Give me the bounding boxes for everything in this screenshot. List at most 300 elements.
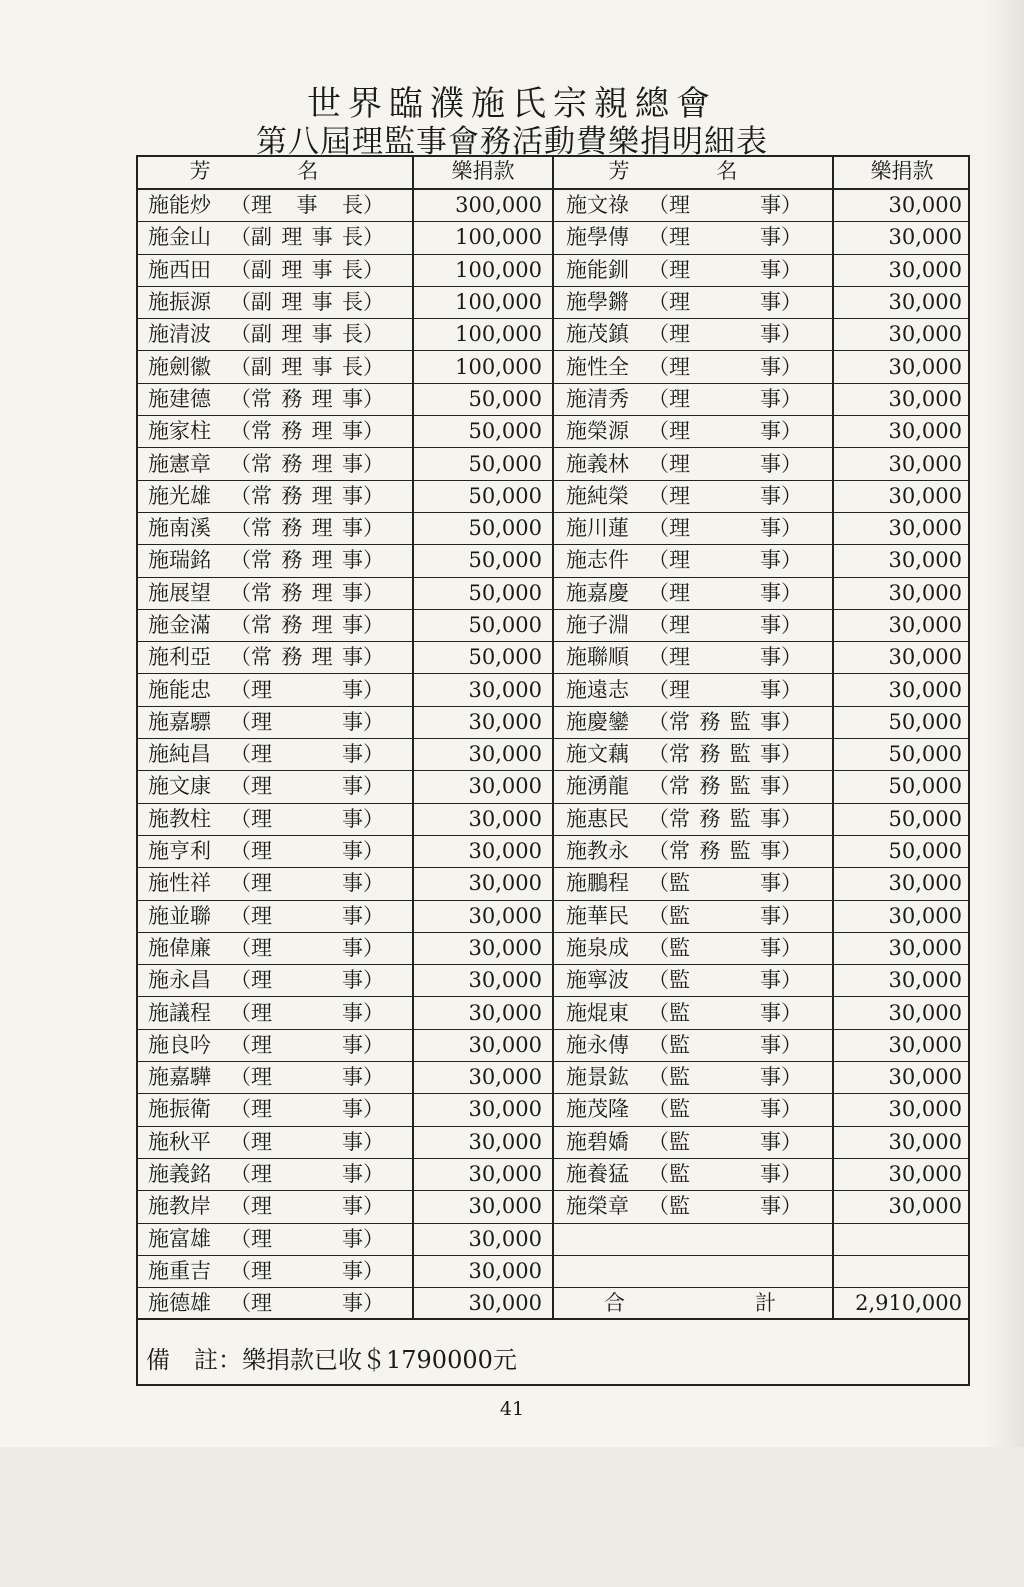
paren-close: ）	[781, 516, 802, 541]
paren-open: （	[648, 1000, 669, 1025]
left-name-cell	[136, 932, 413, 964]
paren-open: （	[230, 516, 251, 541]
table-row	[136, 835, 970, 867]
paren-close: ）	[363, 968, 384, 993]
paren-close: ）	[363, 483, 384, 508]
donor-name: 施偉廉	[148, 935, 211, 960]
donor-role: 理 事 長	[251, 193, 363, 218]
paren-open: （	[230, 290, 251, 315]
donor-role: 常務監事	[669, 742, 781, 767]
paren-open: （	[648, 806, 669, 831]
paren-close: ）	[781, 386, 802, 411]
paren-open: （	[230, 806, 251, 831]
donor-name: 施振源	[148, 290, 211, 315]
paren-open: （	[230, 935, 251, 960]
left-amount-cell: 30,000	[413, 1094, 553, 1126]
left-amount-cell: 50,000	[413, 609, 553, 641]
table-row	[136, 965, 970, 997]
left-name-cell	[136, 771, 413, 803]
donor-role: 副理事長	[251, 225, 363, 250]
donor-role: 理 事	[669, 257, 781, 282]
paren-open: （	[230, 483, 251, 508]
donor-role: 理 事	[669, 548, 781, 573]
right-name-cell	[553, 416, 833, 448]
paren-close: ）	[363, 257, 384, 282]
donor-name: 施劍徽	[148, 354, 211, 379]
donor-role: 常務理事	[251, 548, 363, 573]
donor-role: 常務監事	[669, 839, 781, 864]
paren-open: （	[230, 1226, 251, 1251]
right-amount-cell: 30,000	[833, 512, 970, 544]
paren-close: ）	[363, 1032, 384, 1057]
right-name-cell	[553, 1255, 833, 1287]
paren-close: ）	[363, 1097, 384, 1122]
right-name-cell	[553, 480, 833, 512]
left-amount-cell: 30,000	[413, 771, 553, 803]
paren-close: ）	[781, 548, 802, 573]
donor-role: 理 事	[669, 613, 781, 637]
total-label-cell	[553, 1288, 833, 1320]
paren-close: ）	[781, 419, 802, 444]
paren-close: ）	[363, 1162, 384, 1187]
table-row	[136, 1126, 970, 1158]
right-name-cell	[553, 642, 833, 674]
right-name-cell	[553, 706, 833, 738]
donor-role: 理 事	[669, 225, 781, 250]
paren-open: （	[648, 613, 669, 637]
remark-note: 備 註：樂捐款已收＄1790000元	[146, 1346, 517, 1375]
donor-role: 監 事	[669, 1000, 781, 1025]
right-name-cell	[553, 1223, 833, 1255]
left-amount-cell: 100,000	[413, 351, 553, 383]
donor-name: 施能炒	[148, 193, 211, 218]
right-name-cell	[553, 739, 833, 771]
donor-name: 施南溪	[148, 516, 211, 541]
table-row	[136, 868, 970, 900]
paren-open: （	[648, 257, 669, 282]
left-amount-cell: 50,000	[413, 448, 553, 480]
donor-name: 施湧龍	[566, 774, 629, 799]
donor-name: 施並聯	[148, 903, 211, 928]
right-name-cell	[553, 835, 833, 867]
left-name-cell	[136, 609, 413, 641]
donor-role: 副理事長	[251, 257, 363, 282]
paren-close: ）	[363, 225, 384, 250]
right-name-cell	[553, 222, 833, 254]
left-amount-cell: 100,000	[413, 319, 553, 351]
paren-close: ）	[781, 968, 802, 993]
left-amount-cell: 30,000	[413, 1062, 553, 1094]
donor-role: 副理事長	[251, 290, 363, 315]
paren-close: ）	[363, 451, 384, 476]
donor-role: 理 事	[669, 354, 781, 379]
right-amount-cell: 50,000	[833, 739, 970, 771]
donor-role: 理 事	[669, 386, 781, 411]
left-amount-cell: 30,000	[413, 932, 553, 964]
left-name-cell	[136, 189, 413, 222]
donor-name: 施教岸	[148, 1194, 211, 1219]
paren-close: ）	[781, 290, 802, 315]
left-amount-cell: 50,000	[413, 545, 553, 577]
table-row	[136, 480, 970, 512]
donor-role: 理 事	[251, 935, 363, 960]
paren-open: （	[230, 1194, 251, 1219]
left-amount-cell: 30,000	[413, 868, 553, 900]
table-row	[136, 932, 970, 964]
donor-name: 施焜東	[566, 1000, 629, 1025]
paren-close: ）	[781, 257, 802, 282]
paren-close: ）	[781, 1162, 802, 1187]
paren-close: ）	[363, 613, 384, 637]
right-amount-cell: 30,000	[833, 1094, 970, 1126]
table-row	[136, 545, 970, 577]
donor-name: 施泉成	[566, 935, 629, 960]
left-amount-cell: 50,000	[413, 480, 553, 512]
right-name-cell	[553, 1094, 833, 1126]
paren-close: ）	[363, 1226, 384, 1251]
left-name-cell	[136, 383, 413, 415]
right-amount-cell: 50,000	[833, 771, 970, 803]
paren-close: ）	[781, 935, 802, 960]
paren-close: ）	[363, 1065, 384, 1090]
paren-open: （	[230, 257, 251, 282]
left-name-cell	[136, 480, 413, 512]
right-name-cell	[553, 319, 833, 351]
right-amount-cell	[833, 1223, 970, 1255]
paren-close: ）	[781, 451, 802, 476]
table-row	[136, 1255, 970, 1287]
table-row	[136, 771, 970, 803]
donor-role: 理 事	[251, 742, 363, 767]
right-name-cell	[553, 448, 833, 480]
left-amount-cell: 30,000	[413, 674, 553, 706]
paren-close: ）	[363, 903, 384, 928]
paren-open: （	[230, 645, 251, 670]
donor-role: 理 事	[251, 1032, 363, 1057]
donor-role: 理 事	[251, 1194, 363, 1219]
paren-open: （	[648, 451, 669, 476]
paren-open: （	[230, 742, 251, 767]
donor-name: 施純榮	[566, 483, 629, 508]
left-name-cell	[136, 1255, 413, 1287]
right-name-cell	[553, 1191, 833, 1223]
right-name-cell	[553, 351, 833, 383]
donor-role: 理 事	[669, 322, 781, 347]
donor-role: 監 事	[669, 1129, 781, 1154]
donor-name: 施茂鎮	[566, 322, 629, 347]
donor-role: 監 事	[669, 903, 781, 928]
donor-name: 施振衛	[148, 1097, 211, 1122]
left-name-cell	[136, 868, 413, 900]
left-amount-cell: 50,000	[413, 512, 553, 544]
right-amount-cell: 30,000	[833, 383, 970, 415]
donor-name: 施建德	[148, 386, 211, 411]
donor-role: 理 事	[251, 1162, 363, 1187]
document-subtitle: 第八屆理監事會務活動費樂捐明細表	[256, 124, 768, 160]
paren-close: ）	[781, 871, 802, 896]
left-name-cell	[136, 545, 413, 577]
donor-name: 施憲章	[148, 451, 211, 476]
paren-open: （	[230, 1129, 251, 1154]
paren-open: （	[230, 1097, 251, 1122]
paren-open: （	[648, 483, 669, 508]
right-name-cell	[553, 771, 833, 803]
left-amount-cell: 50,000	[413, 416, 553, 448]
donor-role: 理 事	[669, 193, 781, 218]
donor-role: 理 事	[251, 1291, 363, 1316]
table-row	[136, 222, 970, 254]
right-amount-cell: 30,000	[833, 545, 970, 577]
paren-open: （	[648, 225, 669, 250]
donor-name: 施慶鑾	[566, 709, 629, 734]
donor-role: 副理事長	[251, 322, 363, 347]
left-amount-cell: 30,000	[413, 965, 553, 997]
paren-open: （	[230, 613, 251, 637]
donor-role: 理 事	[251, 968, 363, 993]
right-name-cell	[553, 1126, 833, 1158]
left-name-cell	[136, 642, 413, 674]
table-row	[136, 642, 970, 674]
donor-name: 施金滿	[148, 613, 211, 637]
paren-open: （	[648, 322, 669, 347]
left-amount-cell: 30,000	[413, 1191, 553, 1223]
donor-role: 常務理事	[251, 613, 363, 637]
paren-open: （	[648, 839, 669, 864]
donor-name: 施純昌	[148, 742, 211, 767]
table-row	[136, 1062, 970, 1094]
donor-name: 施瑞銘	[148, 548, 211, 573]
paren-open: （	[230, 1032, 251, 1057]
right-amount-cell: 30,000	[833, 416, 970, 448]
donor-name: 施清秀	[566, 386, 629, 411]
right-name-cell	[553, 545, 833, 577]
donor-name: 施文祿	[566, 193, 629, 218]
table-row	[136, 1029, 970, 1061]
donor-role: 常務理事	[251, 483, 363, 508]
right-amount-cell: 30,000	[833, 642, 970, 674]
donor-name: 施清波	[148, 322, 211, 347]
donor-role: 監 事	[669, 1194, 781, 1219]
donor-role: 理 事	[251, 806, 363, 831]
right-name-cell	[553, 1062, 833, 1094]
table-row	[136, 1158, 970, 1190]
donor-name: 施養猛	[566, 1162, 629, 1187]
donor-name: 施鵬程	[566, 871, 629, 896]
paren-open: （	[230, 1000, 251, 1025]
donation-table	[136, 155, 970, 1320]
paren-open: （	[230, 1065, 251, 1090]
right-amount-cell: 30,000	[833, 932, 970, 964]
donor-role: 理 事	[251, 839, 363, 864]
right-amount-cell	[833, 1255, 970, 1287]
right-amount-cell: 30,000	[833, 448, 970, 480]
right-name-cell	[553, 512, 833, 544]
donor-name: 施西田	[148, 257, 211, 282]
paren-close: ）	[363, 1258, 384, 1283]
header-amount-left: 樂捐款	[413, 155, 553, 189]
donor-role: 常務理事	[251, 419, 363, 444]
donor-name: 施德雄	[148, 1291, 211, 1316]
left-amount-cell: 30,000	[413, 706, 553, 738]
donor-name: 施景鈜	[566, 1065, 629, 1090]
paren-open: （	[230, 871, 251, 896]
right-name-cell	[553, 900, 833, 932]
paren-open: （	[648, 548, 669, 573]
right-name-cell	[553, 674, 833, 706]
left-amount-cell: 30,000	[413, 997, 553, 1029]
donor-role: 常務監事	[669, 806, 781, 831]
donor-role: 理 事	[251, 1097, 363, 1122]
donor-name: 施展望	[148, 580, 211, 605]
right-amount-cell: 50,000	[833, 803, 970, 835]
header-name-left: 芳 名	[136, 155, 413, 189]
paren-close: ）	[363, 871, 384, 896]
donor-name: 施義林	[566, 451, 629, 476]
donor-name: 施教永	[566, 839, 629, 864]
paren-close: ）	[363, 1000, 384, 1025]
paren-open: （	[648, 709, 669, 734]
right-name-cell	[553, 932, 833, 964]
donor-role: 理 事	[669, 645, 781, 670]
total-amount: 2,910,000	[833, 1288, 970, 1320]
right-amount-cell: 30,000	[833, 1126, 970, 1158]
donor-role: 監 事	[669, 968, 781, 993]
left-name-cell	[136, 512, 413, 544]
donor-name: 施良吟	[148, 1032, 211, 1057]
paren-open: （	[230, 322, 251, 347]
right-name-cell	[553, 189, 833, 222]
left-name-cell	[136, 1062, 413, 1094]
paren-close: ）	[781, 677, 802, 702]
paren-open: （	[230, 709, 251, 734]
donor-name: 施光雄	[148, 483, 211, 508]
right-amount-cell: 30,000	[833, 286, 970, 318]
right-amount-cell: 30,000	[833, 480, 970, 512]
donor-role: 理 事	[251, 1129, 363, 1154]
donor-role: 監 事	[669, 871, 781, 896]
paren-open: （	[648, 193, 669, 218]
paren-close: ）	[363, 774, 384, 799]
paren-close: ）	[781, 1129, 802, 1154]
donor-role: 理 事	[251, 903, 363, 928]
left-name-cell	[136, 351, 413, 383]
left-name-cell	[136, 577, 413, 609]
paren-close: ）	[363, 1291, 384, 1316]
right-name-cell	[553, 803, 833, 835]
total-label-right: 計	[755, 1291, 776, 1316]
left-amount-cell: 30,000	[413, 1126, 553, 1158]
donor-role: 常務監事	[669, 709, 781, 734]
right-name-cell	[553, 609, 833, 641]
right-name-cell	[553, 1158, 833, 1190]
donor-name: 施學鏘	[566, 290, 629, 315]
donor-name: 施華民	[566, 903, 629, 928]
paren-open: （	[648, 516, 669, 541]
paren-close: ）	[781, 645, 802, 670]
table-row	[136, 739, 970, 771]
right-name-cell	[553, 1029, 833, 1061]
table-row	[136, 674, 970, 706]
page-edge-shadow	[984, 0, 1024, 1447]
donor-role: 理 事	[669, 483, 781, 508]
right-amount-cell: 30,000	[833, 868, 970, 900]
paren-close: ）	[781, 806, 802, 831]
paren-close: ）	[363, 580, 384, 605]
donor-name: 施義銘	[148, 1162, 211, 1187]
left-amount-cell: 30,000	[413, 1255, 553, 1287]
paren-close: ）	[781, 1000, 802, 1025]
donor-name: 施遠志	[566, 677, 629, 702]
table-row	[136, 577, 970, 609]
donor-role: 副理事長	[251, 354, 363, 379]
right-amount-cell: 30,000	[833, 609, 970, 641]
paren-open: （	[230, 1258, 251, 1283]
donor-name: 施碧嬌	[566, 1129, 629, 1154]
left-name-cell	[136, 674, 413, 706]
donor-name: 施子淵	[566, 613, 629, 637]
paren-open: （	[230, 903, 251, 928]
donor-role: 監 事	[669, 935, 781, 960]
donor-name: 施性全	[566, 354, 629, 379]
right-amount-cell: 30,000	[833, 351, 970, 383]
donor-name: 施能釧	[566, 257, 629, 282]
paren-close: ）	[363, 709, 384, 734]
donor-name: 施榮章	[566, 1194, 629, 1219]
donor-name: 施教柱	[148, 806, 211, 831]
donor-name: 施永昌	[148, 968, 211, 993]
donor-name: 施嘉驊	[148, 1065, 211, 1090]
paren-close: ）	[363, 516, 384, 541]
donor-role: 理 事	[669, 580, 781, 605]
table-row	[136, 1223, 970, 1255]
left-name-cell	[136, 803, 413, 835]
donor-name: 施能忠	[148, 677, 211, 702]
table-row	[136, 1288, 970, 1320]
right-amount-cell: 50,000	[833, 835, 970, 867]
left-amount-cell: 30,000	[413, 1158, 553, 1190]
paren-close: ）	[363, 1129, 384, 1154]
donor-name: 施聯順	[566, 645, 629, 670]
paren-close: ）	[781, 742, 802, 767]
donor-role: 常務理事	[251, 516, 363, 541]
paren-open: （	[648, 774, 669, 799]
paren-close: ）	[781, 1194, 802, 1219]
right-amount-cell: 30,000	[833, 319, 970, 351]
total-label-left: 合	[604, 1291, 625, 1316]
paren-open: （	[230, 548, 251, 573]
left-name-cell	[136, 416, 413, 448]
donor-name: 施寧波	[566, 968, 629, 993]
left-amount-cell: 30,000	[413, 739, 553, 771]
paren-open: （	[648, 1097, 669, 1122]
paren-close: ）	[363, 677, 384, 702]
paren-close: ）	[781, 774, 802, 799]
left-amount-cell: 100,000	[413, 254, 553, 286]
table-row	[136, 803, 970, 835]
paren-close: ）	[363, 548, 384, 573]
header-name-right: 芳 名	[553, 155, 833, 189]
right-name-cell	[553, 383, 833, 415]
table-row	[136, 1191, 970, 1223]
left-amount-cell: 30,000	[413, 1029, 553, 1061]
document-title: 世界臨濮施氏宗親總會	[307, 84, 717, 124]
right-name-cell	[553, 997, 833, 1029]
donor-role: 理 事	[669, 290, 781, 315]
paren-open: （	[648, 677, 669, 702]
paren-open: （	[648, 1162, 669, 1187]
donor-role: 監 事	[669, 1065, 781, 1090]
left-name-cell	[136, 319, 413, 351]
